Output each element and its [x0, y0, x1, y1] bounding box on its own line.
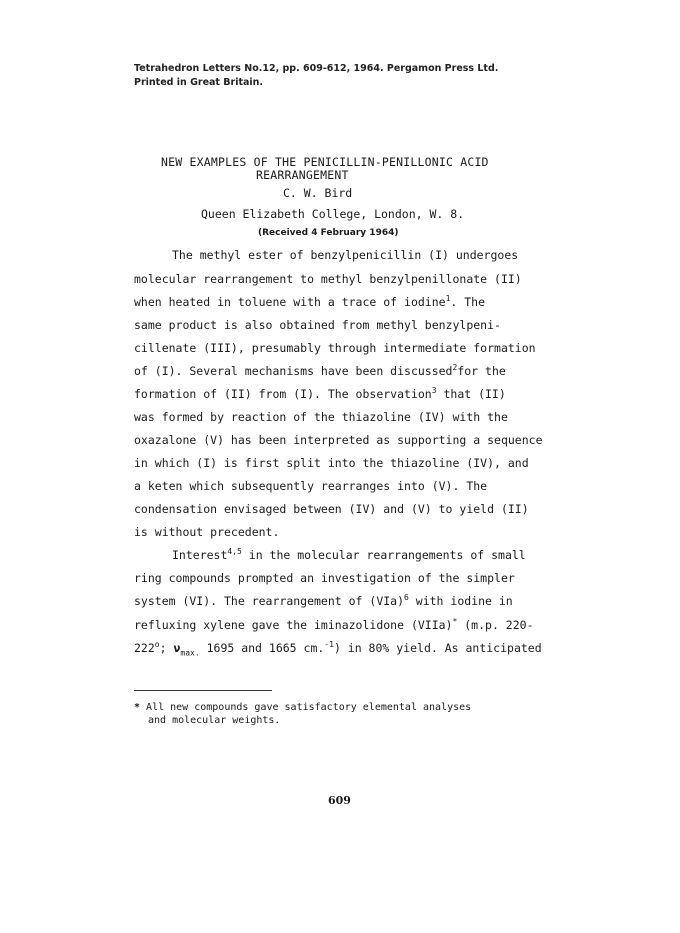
body-line: ring compounds prompted an investigation of the simpler: [134, 571, 515, 585]
body-line: The methyl ester of benzylpenicillin (I) undergoes: [172, 248, 519, 262]
body-line: a keten which subsequently rearranges into (V). The: [134, 479, 488, 493]
body-line: when heated in toluene with a trace of iodine$^1$. The: [134, 294, 486, 309]
journal-header-line: Tetrahedron Letters No.12, pp. 609-612, 1964. Pergamon Press Ltd.: [134, 63, 499, 74]
body-line: oxazalone (V) has been interpreted as supporting a sequence: [134, 433, 543, 447]
body-line: system (VI). The rearrangement of (VIa)$^6$ with iodine in: [134, 593, 513, 608]
citation-3: 3: [431, 386, 437, 396]
body-line: of (I). Several mechanisms have been discussed$^2$for the: [134, 363, 506, 378]
citation-1: 1: [445, 294, 451, 304]
article-title-line2: REARRANGEMENT: [256, 168, 349, 182]
citation-2: 2: [452, 363, 458, 373]
footnote-mark: *: [452, 617, 458, 627]
affiliation: Queen Elizabeth College, London, W. 8.: [201, 207, 465, 221]
body-line: condensation envisaged between (IV) and (V) to yield (II): [134, 502, 529, 516]
body-line: was formed by reaction of the thiazoline (IV) with the: [134, 410, 508, 424]
author: C. W. Bird: [283, 186, 353, 200]
body-line: Interest$^{4,5}$ in the molecular rearrangements of small: [172, 547, 526, 562]
citation-6: 6: [404, 593, 409, 603]
body-line: in which (I) is first split into the thiazoline (IV), and: [134, 456, 529, 470]
printed-in-line: Printed in Great Britain.: [134, 77, 264, 88]
body-line: 222$^o$; $\nu_{max.}$ 1695 and 1665 cm.$^{-1}$) in 80% yield. As anticipated: [134, 640, 542, 658]
article-title-line1: NEW EXAMPLES OF THE PENICILLIN-PENILLONIC ACID: [161, 155, 489, 169]
body-line: molecular rearrangement to methyl benzylpenillonate (II): [134, 272, 522, 286]
body-line: formation of (II) from (I). The observation$^3$ that (II): [134, 386, 506, 401]
footnote-line2: and molecular weights.: [148, 715, 281, 726]
nu-symbol: ν: [173, 641, 181, 655]
body-line: cillenate (III), presumably through intermediate formation: [134, 341, 536, 355]
body-line: is without precedent.: [134, 525, 280, 539]
citation-4-5: 4,5: [227, 547, 242, 557]
footnote-rule: [134, 690, 272, 691]
body-line: refluxing xylene gave the iminazolidone (VIIa)* (m.p. 220-: [134, 617, 534, 632]
page-number: 609: [328, 794, 351, 807]
body-line: same product is also obtained from methyl benzylpeni-: [134, 318, 501, 332]
received-date: (Received 4 February 1964): [258, 228, 399, 238]
footnote-line1: * All new compounds gave satisfactory elemental analyses: [134, 702, 472, 713]
